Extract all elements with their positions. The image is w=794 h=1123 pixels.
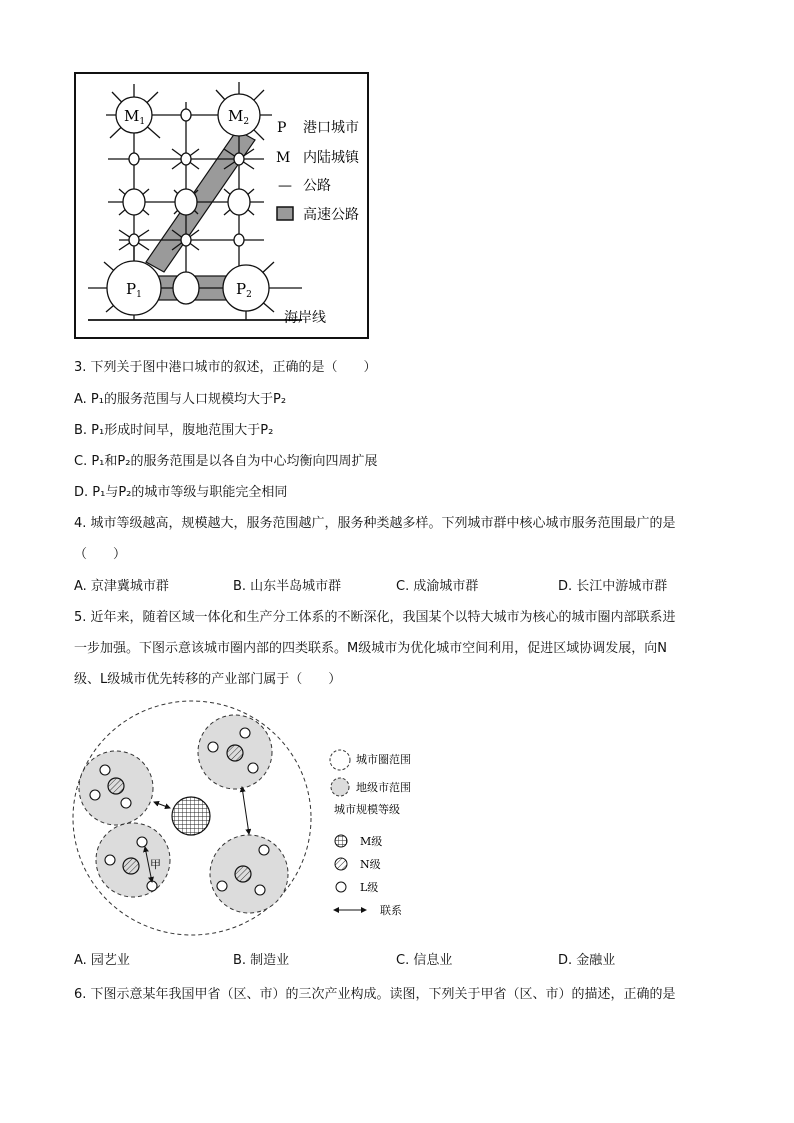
q6-stem-line1: 6. 下图示意某年我国甲省（区、市）的三次产业构成。读图，下列关于甲省（区、市）的描述，正确的是 — [74, 987, 676, 1002]
legend-city-circle: 城市圈范围 — [356, 753, 411, 766]
p2-label: $P_2$ — [236, 280, 252, 300]
legend-symbol-p: P — [277, 120, 287, 136]
q5-option-c: C. 信息业 — [396, 953, 453, 968]
q3-option-d: D. P₁与P₂的城市等级与职能完全相同 — [74, 485, 288, 500]
q4-option-a: A. 京津冀城市群 — [74, 579, 169, 594]
q3-option-c: C. P₁和P₂的服务范围是以各自为中心均衡向四周扩展 — [74, 454, 378, 469]
q5-option-d: D. 金融业 — [558, 953, 616, 968]
q3-option-b: B. P₁形成时间早，腹地范围大于P₂ — [74, 423, 274, 438]
legend-label-road: 公路 — [303, 178, 331, 194]
legend-prefecture: 地级市范围 — [356, 781, 411, 794]
jia-label: 甲 — [150, 858, 161, 871]
p1-label: $P_1$ — [126, 280, 142, 300]
coastline-label: 海岸线 — [284, 310, 326, 326]
q3-option-a: A. P₁的服务范围与人口规模均大于P₂ — [74, 392, 287, 407]
legend-label-port: 港口城市 — [303, 120, 359, 136]
q5-stem-line1: 5. 近年来，随着区域一体化和生产分工体系的不断深化，我国某个以特大城市为核心的城市圈内部联系进 — [74, 610, 676, 625]
city-circle-diagram — [70, 700, 430, 945]
legend-link: 联系 — [380, 904, 402, 917]
q4-option-b: B. 山东半岛城市群 — [233, 579, 342, 594]
q5-stem-line3: 级、L级城市优先转移的产业部门属于（ ） — [74, 672, 342, 687]
legend-symbol-road: — — [278, 178, 292, 194]
legend-scale-title: 城市规模等级 — [334, 803, 400, 816]
m2-label: $M_2$ — [228, 107, 250, 127]
q4-stem-line2: （ ） — [74, 547, 127, 562]
legend-label-inland: 内陆城镇 — [303, 150, 359, 166]
legend-n-level: N级 — [360, 858, 381, 871]
legend-m-level: M级 — [360, 835, 383, 848]
legend-symbol-m: M — [276, 150, 291, 166]
q5-option-a: A. 园艺业 — [74, 953, 130, 968]
q4-option-c: C. 成渝城市群 — [396, 579, 479, 594]
q4-stem-line1: 4. 城市等级越高，规模越大，服务范围越广，服务种类越多样。下列城市群中核心城市服务范围最广的是 — [74, 516, 676, 531]
legend-highway-swatch — [277, 207, 293, 220]
m1-label: $M_1$ — [124, 107, 146, 127]
q3-stem: 3. 下列关于图中港口城市的叙述，正确的是（ ） — [74, 360, 377, 375]
q4-option-d: D. 长江中游城市群 — [558, 579, 668, 594]
port-city-diagram — [74, 72, 370, 340]
legend-l-level: L级 — [360, 881, 379, 894]
q5-option-b: B. 制造业 — [233, 953, 290, 968]
legend-label-highway: 高速公路 — [303, 207, 359, 223]
q5-stem-line2: 一步加强。下图示意该城市圈内部的四类联系。M级城市为优化城市空间利用，促进区域协调发展，向N — [74, 641, 667, 656]
